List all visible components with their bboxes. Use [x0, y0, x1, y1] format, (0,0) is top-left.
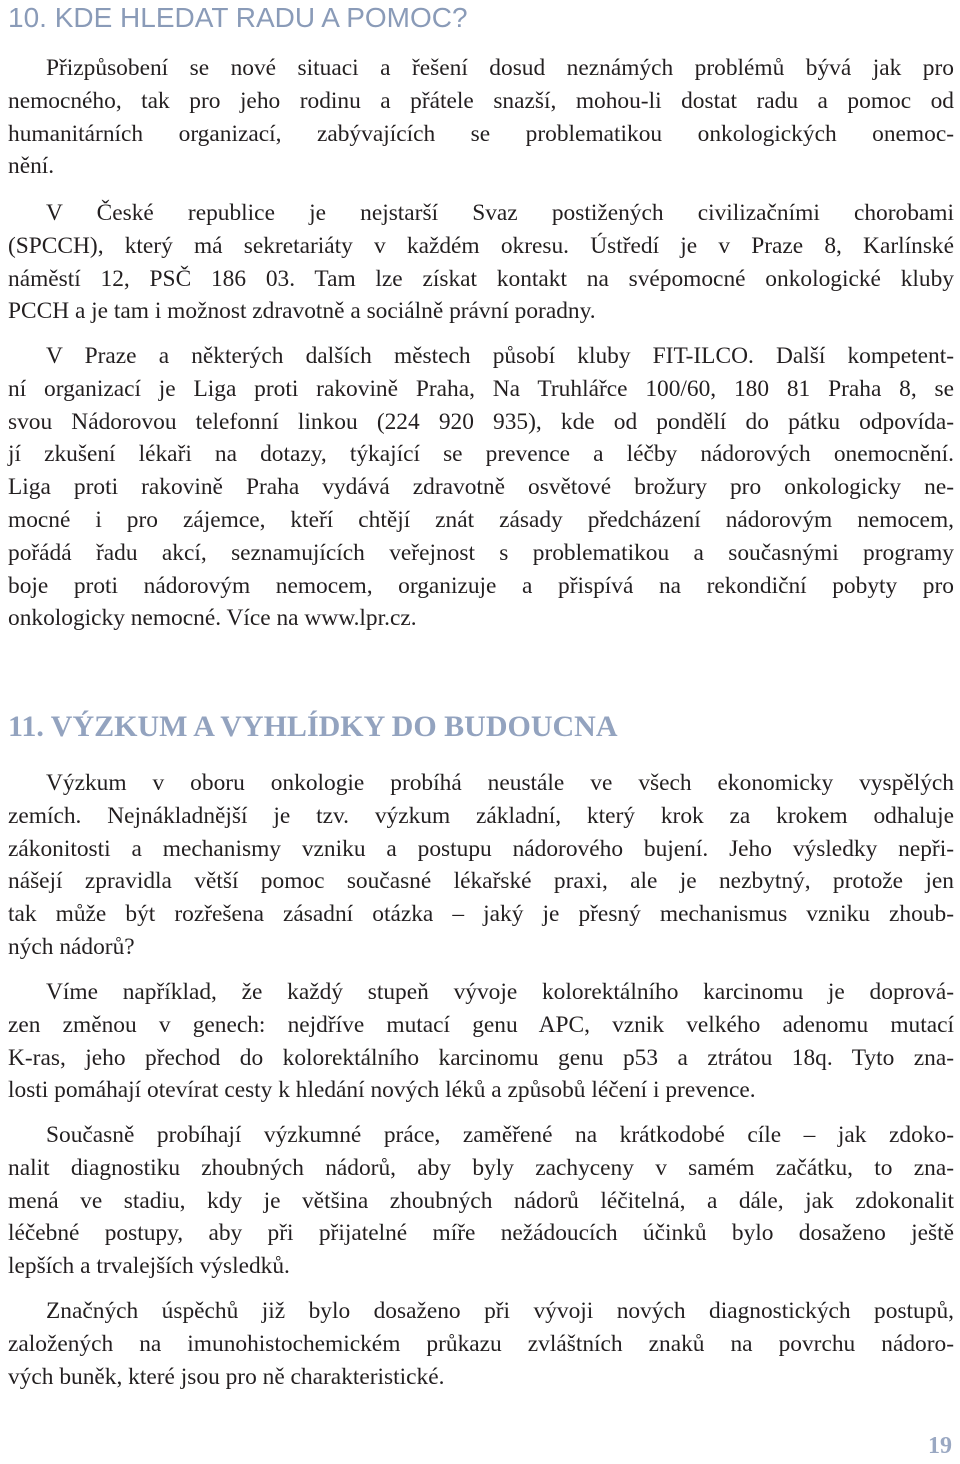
text-line: založených na imunohistochemickém průkazu zvláštních znaků na povrchu nádoro-	[8, 1330, 954, 1357]
text-line: ných nádorů?	[8, 933, 135, 960]
text-line: mocné i pro zájemce, kteří chtějí znát zásady předcházení nádorovým nemocem,	[8, 506, 954, 533]
text-line: náměstí 12, PSČ 186 03. Tam lze získat kontakt na svépomocné onkologické kluby	[8, 265, 954, 292]
section-11-paragraph-4	[8, 1295, 954, 1393]
text-line: zemích. Nejnákladnější je tzv. výzkum základní, který krok za krokem odhaluje	[8, 802, 954, 829]
text-line: Liga proti rakovině Praha vydává zdravotně osvětové brožury pro onkologicky ne-	[8, 474, 954, 501]
text-line: PCCH a je tam i možnost zdravotně a sociálně právní poradny.	[8, 298, 596, 325]
text-line: zákonitosti a mechanismy vzniku a postupu nádorového bujení. Jeho výsledky nepři-	[8, 835, 954, 862]
page-number: 19	[928, 1433, 952, 1459]
text-line: Současně probíhají výzkumné práce, zaměřené na krátkodobé cíle – jak zdoko-	[46, 1122, 954, 1148]
text-line: svou Nádorovou telefonní linkou (224 920 935), kde od pondělí do pátku odpovída-	[8, 408, 954, 435]
section-11-heading: 11. VÝZKUM A VYHLÍDKY DO BUDOUCNA	[8, 710, 618, 743]
section-10-heading: 10. KDE HLEDAT RADU A POMOC?	[8, 2, 468, 33]
text-line: Víme například, že každý stupeň vývoje kolorektálního karcinomu je doprová-	[46, 979, 954, 1005]
text-line: (SPCCH), který má sekretariáty v každém okresu. Ústředí je v Praze 8, Karlínské	[8, 232, 954, 259]
text-line: nění.	[8, 153, 55, 180]
text-line: mená ve stadiu, kdy je většina zhoubných nádorů léčitelná, a dále, jak zdokonalit	[8, 1187, 954, 1214]
text-line: Přizpůsobení se nové situaci a řešení dosud neznámých problémů bývá jak pro	[46, 55, 954, 81]
text-line: nalit diagnostiku zhoubných nádorů, aby byly zachyceny v samém začátku, to zna-	[8, 1154, 954, 1181]
text-line: vých buněk, které jsou pro ně charakteristické.	[8, 1363, 445, 1390]
section-10-paragraph-3	[8, 340, 954, 635]
text-line: jí zkušení lékaři na dotazy, týkající se prevence a léčby nádorových onemocnění.	[8, 441, 954, 468]
text-line: Značných úspěchů již bylo dosaženo při vývoji nových diagnostických postupů,	[46, 1298, 954, 1324]
text-line: K-ras, jeho přechod do kolorektálního karcinomu genu p53 a ztrátou 18q. Tyto zna-	[8, 1044, 954, 1071]
section-10-paragraph-2	[8, 197, 954, 328]
text-line: ní organizací je Liga proti rakovině Praha, Na Truhlářce 100/60, 180 81 Praha 8, se	[8, 375, 954, 402]
text-line: boje proti nádorovým nemocem, organizuje a přispívá na rekondiční pobyty pro	[8, 572, 954, 599]
section-11-paragraph-3	[8, 1119, 954, 1283]
text-line: pořádá řadu akcí, seznamujících veřejnost s problematikou a současnými programy	[8, 539, 954, 566]
text-line: losti pomáhají otevírat cesty k hledání nových léků a způsobů léčení i prevence.	[8, 1077, 756, 1104]
text-line: onkologicky nemocné. Více na www.lpr.cz.	[8, 605, 417, 632]
section-10-paragraph-1	[8, 52, 954, 183]
section-11-paragraph-1	[8, 767, 954, 964]
text-line: V České republice je nejstarší Svaz postižených civilizačními chorobami	[46, 200, 954, 226]
text-line: zen změnou v genech: nejdříve mutací genu APC, vznik velkého adenomu mutací	[8, 1011, 954, 1038]
text-line: lepších a trvalejších výsledků.	[8, 1253, 290, 1280]
text-line: humanitárních organizací, zabývajících se problematikou onkologických onemoc-	[8, 120, 954, 147]
text-line: nemocného, tak pro jeho rodinu a přátele snazší, mohou-li dostat radu a pomoc od	[8, 87, 954, 114]
text-line: nášejí zpravidla větší pomoc současné lékařské praxi, ale je nezbytný, protože jen	[8, 868, 954, 895]
section-11-paragraph-2	[8, 976, 954, 1107]
text-line: Výzkum v oboru onkologie probíhá neustále ve všech ekonomicky vyspělých	[46, 770, 954, 796]
text-line: léčebné postupy, aby při přijatelné míře nežádoucích účinků bylo dosaženo ještě	[8, 1220, 954, 1247]
text-line: tak může být rozřešena zásadní otázka – jaký je přesný mechanismus vzniku zhoub-	[8, 901, 954, 928]
text-line: V Praze a některých dalších městech působí kluby FIT-ILCO. Další kompetent-	[46, 343, 954, 369]
